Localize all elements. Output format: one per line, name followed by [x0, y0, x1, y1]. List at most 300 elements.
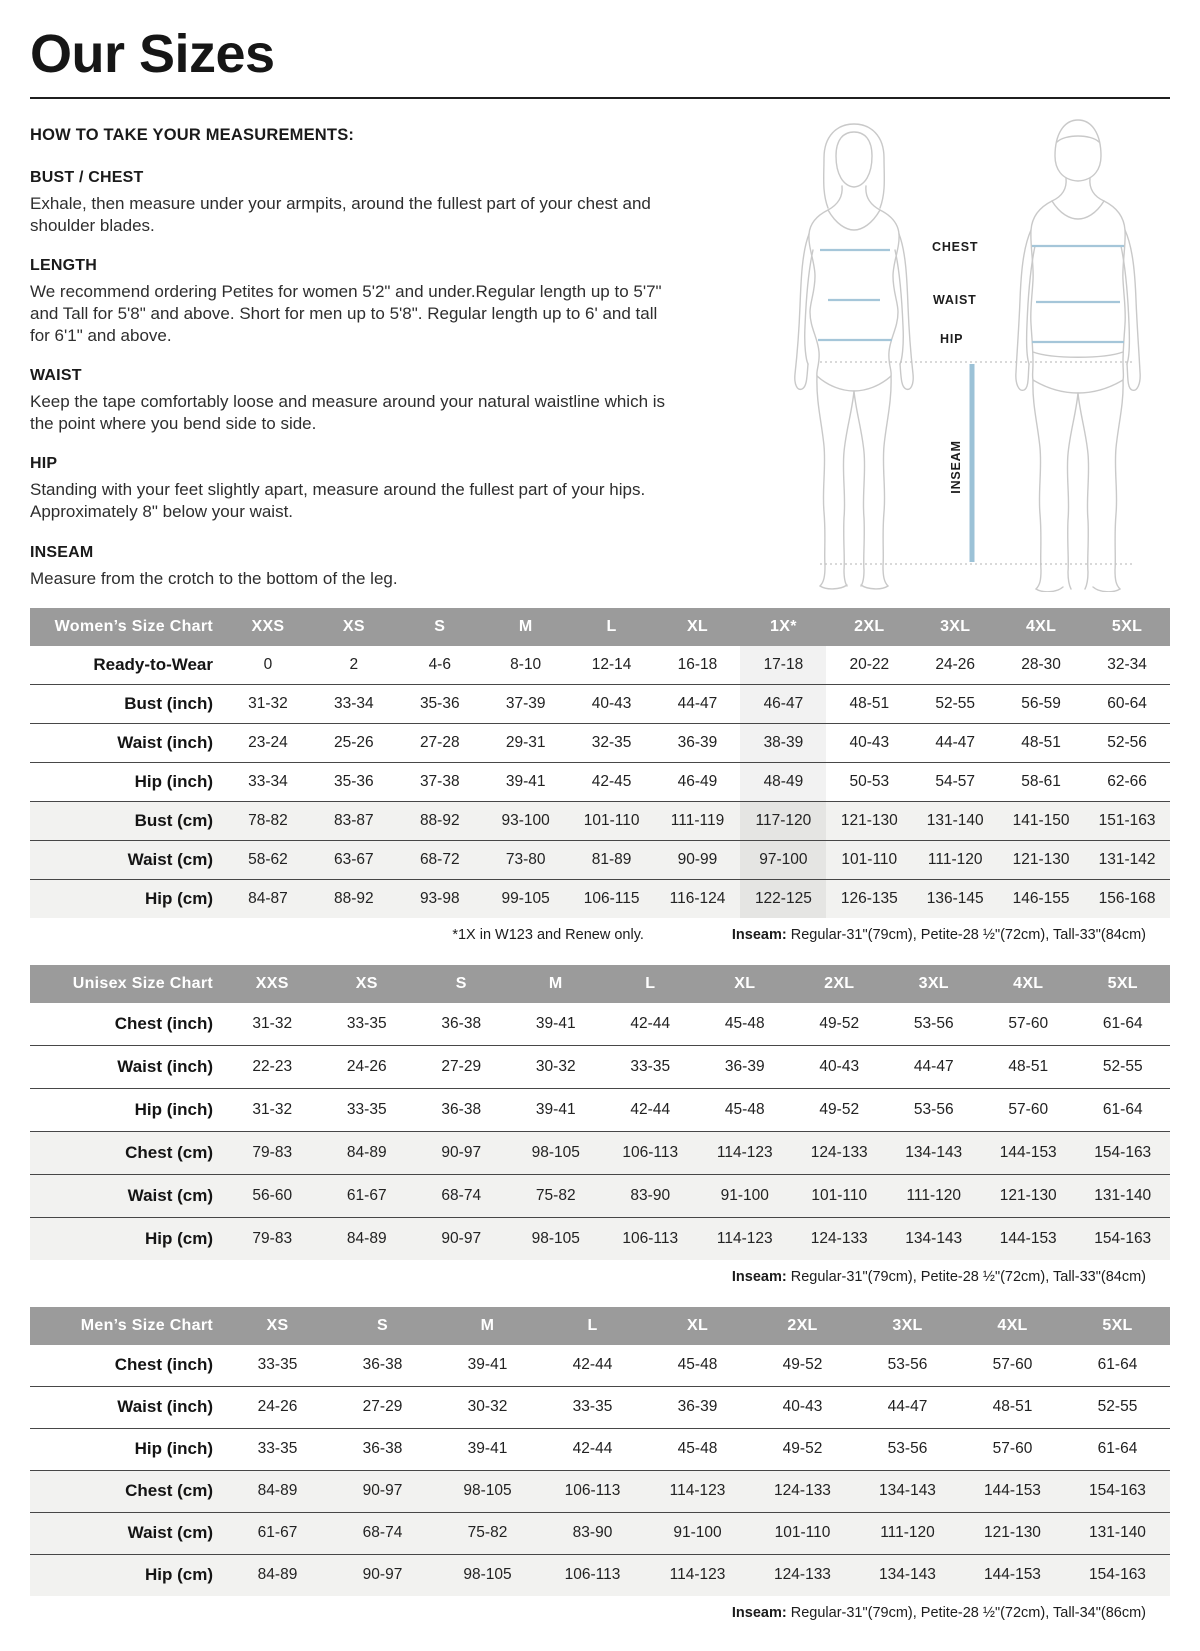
size-cell: 36-38: [362, 1356, 403, 1374]
table-row: [30, 1217, 1170, 1260]
size-column-header: L: [603, 965, 698, 1003]
size-cell: 90-97: [441, 1143, 482, 1161]
size-cell: 42-45: [591, 772, 632, 790]
size-cell: 114-123: [716, 1143, 773, 1161]
size-cell: 36-39: [677, 1398, 718, 1416]
footnote-inseam-text: Regular-31"(79cm), Petite-28 ½"(72cm), Tall-33"(84cm): [786, 1268, 1146, 1285]
size-cell: 93-98: [419, 889, 460, 907]
footnote-inseam-text: Regular-31"(79cm), Petite-28 ½"(72cm), Tall-33"(84cm): [786, 926, 1146, 943]
size-cell: 111-120: [880, 1524, 935, 1542]
size-cell: 111-119: [670, 811, 725, 829]
row-label: Hip (inch): [134, 771, 213, 791]
size-cell: 90-97: [362, 1482, 403, 1500]
size-diagram-svg: [782, 112, 1162, 592]
size-cell: 28-30: [1021, 655, 1061, 673]
size-cell: 97-100: [740, 840, 826, 879]
size-guide-page: [0, 26, 1200, 1651]
size-cell: 49-52: [782, 1440, 823, 1458]
size-table-mens: [30, 1307, 1170, 1596]
size-cell: 58-62: [248, 850, 288, 868]
size-cell: 44-47: [913, 1057, 954, 1075]
size-column-header: XS: [311, 608, 397, 646]
size-cell: 33-35: [346, 1014, 387, 1032]
size-cell: 144-153: [999, 1229, 1057, 1247]
row-label: Waist (cm): [127, 849, 213, 869]
table-footnotes: [30, 1605, 1170, 1621]
size-cell: 44-47: [935, 733, 976, 751]
row-label: Hip (inch): [134, 1099, 213, 1119]
size-cell: 39-41: [535, 1100, 576, 1118]
size-cell: 78-82: [248, 811, 288, 829]
size-cell: 144-153: [984, 1482, 1041, 1500]
size-cell: 98-105: [463, 1566, 512, 1584]
size-column-header: S: [397, 608, 483, 646]
size-chart-unisex: [30, 965, 1170, 1285]
size-column-header: XS: [320, 965, 415, 1003]
size-column-header: L: [569, 608, 655, 646]
size-cell: 124-133: [774, 1482, 831, 1500]
size-cell: 141-150: [1012, 811, 1070, 829]
size-column-header: M: [435, 1307, 540, 1345]
table-header-row: [30, 1307, 1170, 1345]
size-cell: 98-105: [531, 1143, 580, 1161]
instruction-section: [30, 455, 790, 523]
table-row: [30, 762, 1170, 801]
table-row: [30, 801, 1170, 840]
size-column-header: 4XL: [998, 608, 1084, 646]
table-row: [30, 1386, 1170, 1428]
size-cell: 151-163: [1098, 811, 1156, 829]
size-cell: 45-48: [724, 1100, 765, 1118]
size-cell: 35-36: [419, 694, 460, 712]
size-cell: 68-74: [441, 1186, 482, 1204]
size-cell: 30-32: [535, 1057, 576, 1075]
instructions-sections: [30, 169, 790, 590]
size-cell: 22-23: [252, 1057, 293, 1075]
size-cell: 38-39: [740, 723, 826, 762]
size-cell: 33-34: [334, 694, 374, 712]
size-cell: 126-135: [840, 889, 898, 907]
size-cell: 57-60: [992, 1440, 1033, 1458]
size-column-header: 3XL: [912, 608, 998, 646]
size-cell: 90-97: [441, 1229, 482, 1247]
size-cell: 46-49: [677, 772, 718, 790]
size-cell: 36-38: [441, 1100, 482, 1118]
body-measurement-diagram: [782, 112, 1162, 592]
size-cell: 101-110: [774, 1524, 831, 1542]
size-cell: 24-26: [935, 655, 976, 673]
size-cell: 58-61: [1021, 772, 1061, 790]
size-cell: 4-6: [428, 655, 451, 673]
row-label: Chest (cm): [125, 1481, 213, 1501]
size-cell: 17-18: [740, 646, 826, 685]
size-cell: 45-48: [724, 1014, 765, 1032]
size-cell: 98-105: [463, 1482, 512, 1500]
table-row: [30, 1470, 1170, 1512]
instruction-section-body: Exhale, then measure under your armpits, around the fullest part of your chest and shoulder blades.: [30, 193, 651, 235]
size-cell: 84-89: [346, 1229, 387, 1247]
size-table-unisex: [30, 965, 1170, 1260]
size-cell: 27-29: [362, 1398, 403, 1416]
size-cell: 20-22: [849, 655, 890, 673]
chest-label: CHEST: [932, 239, 979, 254]
size-cell: 49-52: [819, 1014, 860, 1032]
instruction-section-title: WAIST: [30, 367, 82, 385]
size-cell: 27-29: [441, 1057, 482, 1075]
size-cell: 48-51: [849, 694, 890, 712]
footnote-inseam: [732, 1605, 1146, 1621]
row-label: Hip (cm): [145, 1565, 213, 1585]
table-row: [30, 1554, 1170, 1596]
table-row: [30, 1428, 1170, 1470]
size-cell: 124-133: [774, 1566, 831, 1584]
size-cell: 101-110: [583, 811, 640, 829]
size-cell: 31-32: [252, 1014, 293, 1032]
size-column-header: 2XL: [792, 965, 887, 1003]
row-label: Ready-to-Wear: [93, 654, 213, 674]
size-cell: 99-105: [501, 889, 550, 907]
size-cell: 37-39: [505, 694, 546, 712]
instruction-section-title: LENGTH: [30, 256, 97, 274]
size-column-header: 3XL: [887, 965, 982, 1003]
instruction-section: [30, 257, 790, 347]
size-cell: 134-143: [879, 1566, 936, 1584]
size-cell: 121-130: [984, 1524, 1041, 1542]
size-cell: 121-130: [999, 1186, 1057, 1204]
table-row: [30, 1345, 1170, 1387]
size-cell: 35-36: [334, 772, 374, 790]
size-cell: 79-83: [252, 1229, 293, 1247]
footnote-inseam-label: Inseam:: [731, 926, 787, 943]
size-cell: 79-83: [252, 1143, 293, 1161]
size-cell: 33-35: [346, 1100, 387, 1118]
size-cell: 114-123: [669, 1566, 726, 1584]
table-header-row: [30, 965, 1170, 1003]
size-cell: 144-153: [999, 1143, 1057, 1161]
size-cell: 32-34: [1107, 655, 1147, 673]
size-cell: 52-55: [1102, 1057, 1143, 1075]
size-cell: 42-44: [572, 1440, 613, 1458]
size-chart-mens: [30, 1307, 1170, 1621]
size-cell: 57-60: [1008, 1014, 1049, 1032]
size-cell: 42-44: [630, 1014, 671, 1032]
size-cell: 154-163: [1094, 1229, 1152, 1247]
size-cell: 61-64: [1097, 1440, 1138, 1458]
waist-label: WAIST: [933, 292, 977, 307]
size-column-header: 3XL: [855, 1307, 960, 1345]
woman-figure: [795, 124, 913, 589]
row-label: Chest (inch): [114, 1355, 213, 1375]
size-cell: 88-92: [419, 811, 460, 829]
size-cell: 106-113: [622, 1229, 679, 1247]
size-cell: 33-35: [572, 1398, 613, 1416]
size-cell: 111-120: [927, 850, 983, 868]
instruction-section-body: Standing with your feet slightly apart, measure around the fullest part of your hips. Approximately 8" below your waist.: [30, 480, 646, 522]
size-column-header: S: [414, 965, 509, 1003]
size-cell: 121-130: [1012, 850, 1070, 868]
size-cell: 33-35: [257, 1356, 298, 1374]
row-label: Hip (cm): [145, 888, 213, 908]
size-cell: 93-100: [501, 811, 550, 829]
size-cell: 48-51: [1021, 733, 1061, 751]
size-cell: 121-130: [840, 811, 898, 829]
size-column-header: S: [330, 1307, 435, 1345]
size-cell: 73-80: [505, 850, 546, 868]
table-row: [30, 1088, 1170, 1131]
size-chart-womens: [30, 608, 1170, 943]
size-cell: 2: [349, 655, 359, 673]
table-header-row: [30, 608, 1170, 646]
size-cell: 44-47: [887, 1398, 928, 1416]
table-row: [30, 684, 1170, 723]
size-cell: 52-55: [935, 694, 976, 712]
table-row: [30, 1131, 1170, 1174]
size-cell: 62-66: [1107, 772, 1147, 790]
size-cell: 61-67: [257, 1524, 298, 1542]
size-cell: 0: [263, 655, 273, 673]
size-cell: 56-59: [1021, 694, 1061, 712]
size-column-header: XS: [225, 1307, 330, 1345]
size-cell: 61-64: [1102, 1100, 1143, 1118]
size-cell: 91-100: [673, 1524, 722, 1542]
size-cell: 83-87: [334, 811, 374, 829]
man-figure: [1016, 120, 1140, 592]
size-cell: 31-32: [252, 1100, 293, 1118]
size-cell: 122-125: [740, 879, 826, 918]
size-cell: 53-56: [887, 1356, 928, 1374]
size-cell: 111-120: [906, 1186, 962, 1204]
size-cell: 30-32: [467, 1398, 508, 1416]
table-row: [30, 646, 1170, 685]
instruction-section: [30, 169, 790, 237]
size-cell: 24-26: [257, 1398, 298, 1416]
size-cell: 54-57: [935, 772, 976, 790]
size-cell: 16-18: [677, 655, 718, 673]
size-cell: 90-99: [677, 850, 718, 868]
size-cell: 116-124: [669, 889, 726, 907]
size-cell: 46-47: [740, 684, 826, 723]
instruction-section-title: HIP: [30, 455, 58, 473]
size-cell: 48-51: [1008, 1057, 1049, 1075]
size-cell: 98-105: [531, 1229, 580, 1247]
row-label: Waist (cm): [127, 1185, 213, 1205]
size-cell: 154-163: [1089, 1482, 1146, 1500]
size-column-header: XXS: [225, 608, 311, 646]
size-cell: 124-133: [810, 1143, 868, 1161]
size-cell: 131-142: [1098, 850, 1156, 868]
size-charts: [30, 608, 1170, 1621]
row-label: Waist (inch): [117, 1397, 213, 1417]
instruction-section: [30, 544, 790, 590]
size-cell: 40-43: [591, 694, 632, 712]
instruction-section-body: Measure from the crotch to the bottom of the leg.: [30, 568, 398, 588]
table-row: [30, 1174, 1170, 1217]
table-title-unisex: Unisex Size Chart: [30, 965, 225, 1003]
instruction-section-title: INSEAM: [30, 543, 94, 561]
size-cell: 37-38: [419, 772, 460, 790]
size-column-header: 2XL: [750, 1307, 855, 1345]
size-cell: 36-39: [677, 733, 718, 751]
size-cell: 48-51: [992, 1398, 1033, 1416]
size-cell: 134-143: [905, 1143, 963, 1161]
size-column-header: M: [509, 965, 604, 1003]
size-cell: 12-14: [591, 655, 632, 673]
size-cell: 83-90: [630, 1186, 671, 1204]
size-cell: 39-41: [505, 772, 546, 790]
size-cell: 144-153: [984, 1566, 1041, 1584]
size-column-header: 5XL: [1065, 1307, 1170, 1345]
size-cell: 53-56: [887, 1440, 928, 1458]
size-cell: 36-38: [441, 1014, 482, 1032]
row-label: Bust (cm): [134, 810, 213, 830]
size-cell: 39-41: [467, 1440, 508, 1458]
size-column-header: 5XL: [1084, 608, 1170, 646]
size-cell: 146-155: [1012, 889, 1070, 907]
hip-label: HIP: [940, 331, 964, 346]
size-cell: 101-110: [811, 1186, 868, 1204]
row-label: Bust (inch): [124, 693, 213, 713]
table-footnotes: [30, 1269, 1170, 1285]
row-label: Hip (cm): [145, 1228, 213, 1248]
size-cell: 32-35: [591, 733, 632, 751]
size-cell: 117-120: [740, 801, 826, 840]
size-cell: 53-56: [913, 1100, 954, 1118]
size-cell: 106-113: [622, 1143, 679, 1161]
size-table-womens: [30, 608, 1170, 918]
size-cell: 68-72: [419, 850, 460, 868]
title-divider: [30, 97, 1170, 99]
table-footnotes: [30, 927, 1170, 943]
size-cell: 45-48: [677, 1440, 718, 1458]
size-cell: 88-92: [334, 889, 374, 907]
inseam-label: INSEAM: [949, 439, 963, 494]
size-column-header: XL: [645, 1307, 750, 1345]
footnote-inseam-text: Regular-31"(79cm), Petite-28 ½"(72cm), Tall-34"(86cm): [786, 1604, 1146, 1621]
size-cell: 29-31: [505, 733, 546, 751]
size-cell: 53-56: [913, 1014, 954, 1032]
size-cell: 136-145: [926, 889, 984, 907]
size-cell: 131-140: [1089, 1524, 1146, 1542]
size-cell: 84-89: [346, 1143, 387, 1161]
size-cell: 75-82: [467, 1524, 508, 1542]
footnote-inseam-label: Inseam:: [731, 1268, 787, 1285]
size-cell: 49-52: [819, 1100, 860, 1118]
size-cell: 60-64: [1107, 694, 1147, 712]
size-cell: 134-143: [879, 1482, 936, 1500]
size-cell: 36-39: [724, 1057, 765, 1075]
instructions-heading: HOW TO TAKE YOUR MEASUREMENTS:: [30, 125, 355, 144]
size-cell: 33-35: [257, 1440, 298, 1458]
size-cell: 49-52: [782, 1356, 823, 1374]
size-cell: 154-163: [1089, 1566, 1146, 1584]
row-label: Waist (cm): [127, 1523, 213, 1543]
footnote-inseam: [732, 927, 1146, 943]
size-cell: 61-64: [1097, 1356, 1138, 1374]
size-cell: 36-38: [362, 1440, 403, 1458]
row-label: Chest (inch): [114, 1013, 213, 1033]
instruction-section-title: BUST / CHEST: [30, 168, 144, 186]
size-cell: 33-35: [630, 1057, 671, 1075]
size-cell: 8-10: [510, 655, 542, 673]
size-cell: 61-64: [1102, 1014, 1143, 1032]
table-row: [30, 1003, 1170, 1046]
row-label: Waist (inch): [117, 1056, 213, 1076]
size-column-header: 4XL: [981, 965, 1076, 1003]
measurement-instructions: [30, 126, 790, 590]
table-title-mens: Men’s Size Chart: [30, 1307, 225, 1345]
size-cell: 101-110: [841, 850, 898, 868]
size-cell: 40-43: [819, 1057, 860, 1075]
instruction-section: [30, 367, 790, 435]
size-cell: 84-89: [257, 1566, 298, 1584]
size-cell: 45-48: [677, 1356, 718, 1374]
size-cell: 52-55: [1097, 1398, 1138, 1416]
table-row: [30, 723, 1170, 762]
size-cell: 124-133: [810, 1229, 868, 1247]
size-cell: 23-24: [248, 733, 288, 751]
size-column-header: 4XL: [960, 1307, 1065, 1345]
size-cell: 57-60: [1008, 1100, 1049, 1118]
size-cell: 57-60: [992, 1356, 1033, 1374]
size-column-header: 1X*: [740, 608, 826, 646]
size-cell: 83-90: [572, 1524, 613, 1542]
size-cell: 40-43: [849, 733, 890, 751]
table-row: [30, 1045, 1170, 1088]
size-cell: 131-140: [926, 811, 984, 829]
size-column-header: XL: [698, 965, 793, 1003]
size-cell: 63-67: [334, 850, 374, 868]
row-label: Hip (inch): [134, 1439, 213, 1459]
row-label: Chest (cm): [125, 1142, 213, 1162]
footnote-inseam-label: Inseam:: [731, 1604, 787, 1621]
size-cell: 114-123: [669, 1482, 726, 1500]
size-cell: 131-140: [1094, 1186, 1152, 1204]
instruction-section-body: Keep the tape comfortably loose and measure around your natural waistline which is the point where you bend side to side.: [30, 392, 666, 434]
size-column-header: XXS: [225, 965, 320, 1003]
size-cell: 91-100: [720, 1186, 769, 1204]
table-row: [30, 879, 1170, 918]
size-cell: 25-26: [334, 733, 374, 751]
size-column-header: 5XL: [1076, 965, 1171, 1003]
size-cell: 44-47: [677, 694, 718, 712]
size-cell: 114-123: [716, 1229, 773, 1247]
footnote-inseam: [732, 1269, 1146, 1285]
size-cell: 33-34: [248, 772, 288, 790]
size-column-header: 2XL: [826, 608, 912, 646]
size-cell: 90-97: [362, 1566, 403, 1584]
size-cell: 42-44: [630, 1100, 671, 1118]
size-cell: 156-168: [1098, 889, 1156, 907]
size-cell: 40-43: [782, 1398, 823, 1416]
size-column-header: XL: [655, 608, 741, 646]
size-cell: 52-56: [1107, 733, 1147, 751]
instruction-section-body: We recommend ordering Petites for women 5'2" and under.Regular length up to 5'7" and Tall for 5'8" and above. Short for men up to 5'8". Regular length up to 6' and tall for 6'1" and above.: [30, 281, 662, 346]
size-cell: 68-74: [362, 1524, 403, 1542]
size-cell: 84-87: [248, 889, 288, 907]
size-cell: 50-53: [849, 772, 890, 790]
size-cell: 106-115: [583, 889, 640, 907]
size-column-header: M: [483, 608, 569, 646]
table-title-womens: Women’s Size Chart: [30, 608, 225, 646]
row-label: Waist (inch): [117, 732, 213, 752]
size-cell: 154-163: [1094, 1143, 1152, 1161]
size-cell: 84-89: [257, 1482, 298, 1500]
page-title: Our Sizes: [30, 24, 275, 84]
size-cell: 27-28: [419, 733, 460, 751]
size-cell: 134-143: [905, 1229, 963, 1247]
size-cell: 24-26: [346, 1057, 387, 1075]
size-cell: 31-32: [248, 694, 288, 712]
